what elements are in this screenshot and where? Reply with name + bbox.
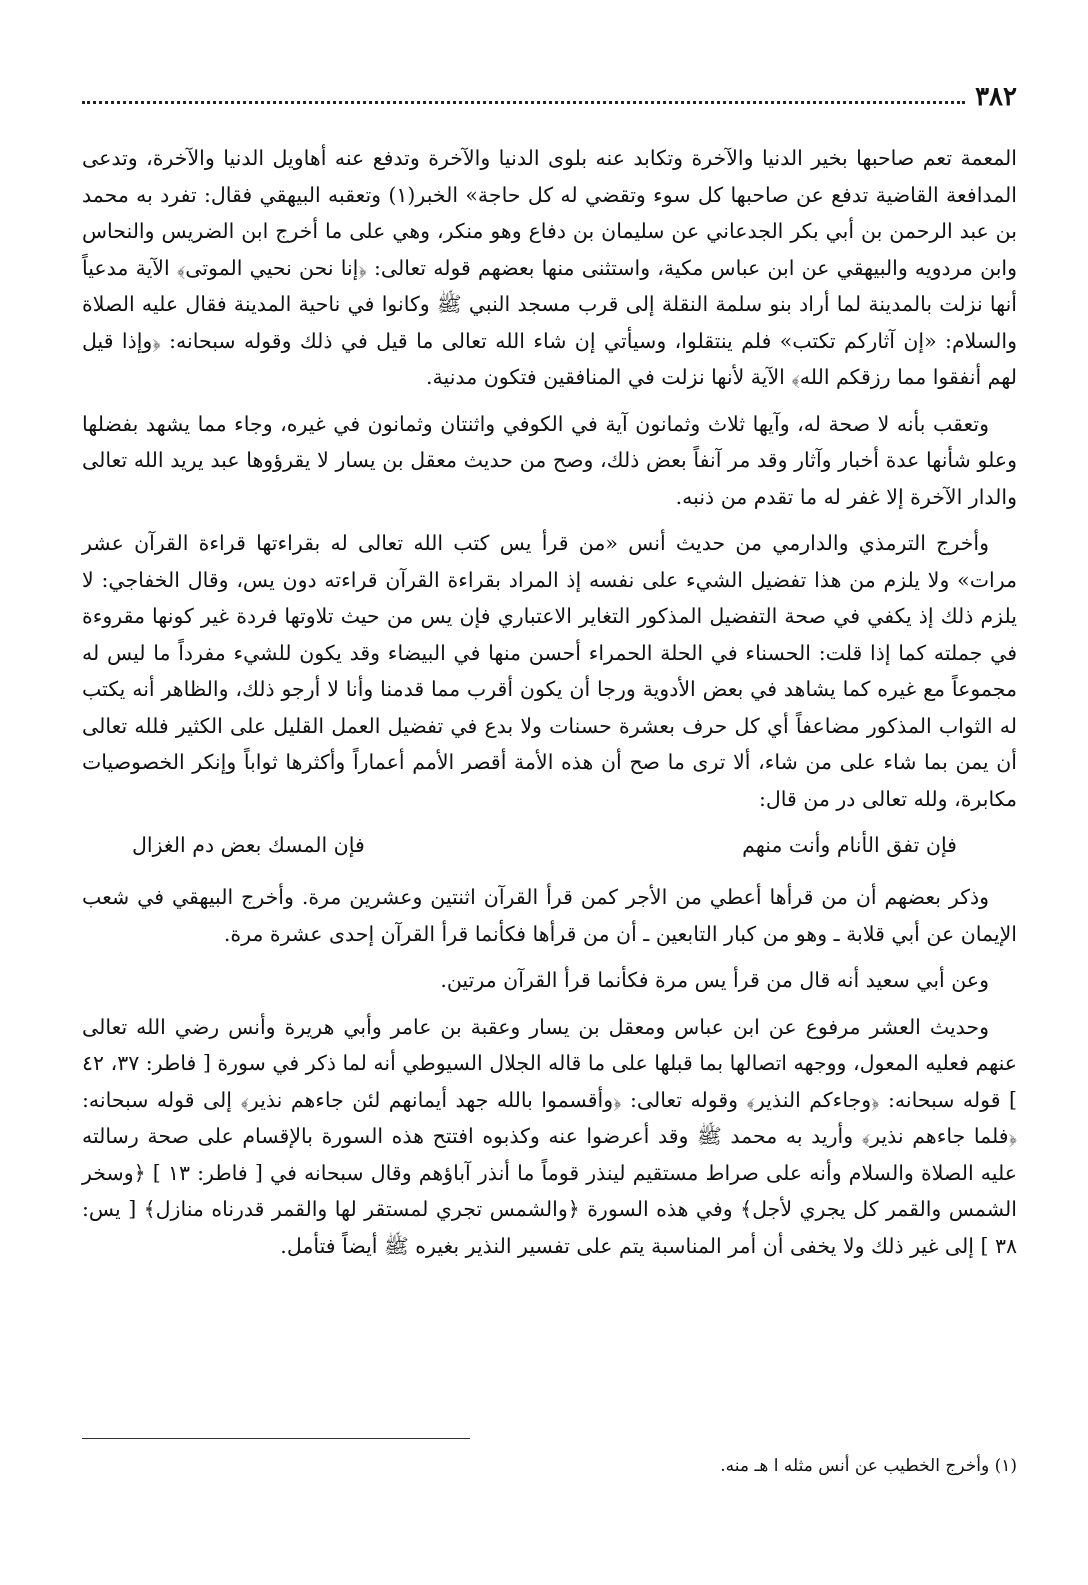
footnote-separator (82, 1438, 470, 1439)
footnote-number: (١) (994, 1456, 1017, 1476)
poetry-verse (132, 827, 957, 863)
paragraph: وذكر بعضهم أن من قرأها أعطي من الأجر كمن قرأ القرآن اثنتين وعشرين مرة. وأخرج البيهقي في شعب الإيمان عن أبي قلابة ـ وهو من كبار التابعين ـ أن من قرأها فكأنما قرأ القرآن إحدى عشرة مرة. (82, 885, 1017, 946)
verse-second-hemistich: فإن المسك بعض دم الغزال (132, 833, 365, 857)
page-number: ٣٨٢ (975, 82, 1017, 112)
paragraph: وأخرج الترمذي والدارمي من حديث أنس «من قرأ يس كتب الله تعالى له بقراءتها قراءة القرآن عشر مرات» ولا يلزم من هذا تفضيل الشيء على نفسه إذ المراد بقراءة القرآن قراءته دون يس، وقال الخفاجي: لا يلزم ذلك إذ يكفي في صحة التفضيل المذكور التغاير الاعتباري فإن يس من حيث تلاوتها فردة غير كونها مقروءة في جملته كما إذا قلت: الحسناء في الحلة الحمراء أحسن منها في البيضاء وقد يكون للشيء مفرداً ما ليس له مجموعاً مع غيره كما يشاهد في بعض الأدوية ورجا أن يكون أقرب مما قدمنا وأنا لا أرجو ذلك، والظاهر أنه يكتب له الثواب المذكور مضاعفاً أي كل حرف بعشرة حسنات ولا بدع في تفضيل العمل القليل على الكثير فلله تعالى أن يمن بما شاء على من شاء، ألا ترى ما صح أن هذه الأمة أقصر الأمم أعماراً وأكثرها ثواباً وإنكر الخصوصيات مكابرة، ولله تعالى در من قال: (82, 531, 1017, 811)
header-dotted-rule (82, 101, 965, 104)
paragraph: المعمة تعم صاحبها بخير الدنيا والآخرة وتكابد عنه بلوى الدنيا والآخرة وتدفع عنه أهاويل الدنيا والآخرة، وتدعى المدافعة القاضية تدفع عن صاحبها كل سوء وتقضي له كل حاجة» الخبر(١) وتعقبه البيهقي فقال: تفرد به محمد بن عبد الرحمن بن أبي بكر الجدعاني عن سليمان بن دفاع وهو منكر، وهي على ما أخرج ابن الضريس والنحاس وابن مردويه والبيهقي عن ابن عباس مكية، واستثنى منها بعضهم قوله تعالى: ﴿إنا نحن نحيي الموتى﴾ الآية مدعياً أنها نزلت بالمدينة لما أراد بنو سلمة النقلة إلى قرب مسجد النبي ﷺ وكانوا في ناحية المدينة فقال عليه الصلاة والسلام: «إن آثاركم تكتب» فلم ينتقلوا، وسيأتي إن شاء الله تعالى ما قيل في ذلك وقوله سبحانه: ﴿وإذا قيل لهم أنفقوا مما رزقكم الله﴾ الآية لأنها نزلت في المنافقين فتكون مدنية. (82, 146, 1017, 389)
paragraph: وحديث العشر مرفوع عن ابن عباس ومعقل بن يسار وعقبة بن عامر وأبي هريرة وأنس رضي الله تعالى عنهم فعليه المعول، ووجهه اتصالها بما قبلها على ما قاله الجلال السيوطي أنه لما ذكر في سورة [ فاطر: ٣٧، ٤٢ ] قوله سبحانه: ﴿وجاءكم النذير﴾ وقوله تعالى: ﴿وأقسموا بالله جهد أيمانهم لئن جاءهم نذير﴾ إلى قوله سبحانه: ﴿فلما جاءهم نذير﴾ وأريد به محمد ﷺ وقد أعرضوا عنه وكذبوه افتتح هذه السورة بالإقسام على صحة رسالته عليه الصلاة والسلام وأنه على صراط مستقيم لينذر قوماً ما أنذر آباؤهم وقال سبحانه في [ فاطر: ١٣ ] ﴿وسخر الشمس والقمر كل يجري لأجل﴾ وفي هذه السورة ﴿والشمس تجري لمستقر لها والقمر قدرناه منازل﴾ [ يس: ٣٨ ] إلى غير ذلك ولا يخفى أن أمر المناسبة يتم على تفسير النذير بغيره ﷺ أيضاً فتأمل. (82, 1014, 1017, 1258)
book-page (82, 0, 1017, 1585)
paragraph: وعن أبي سعيد أنه قال من قرأ يس مرة فكأنما قرأ القرآن مرتين. (440, 968, 989, 992)
verse-first-hemistich: فإن تفق الأنام وأنت منهم (742, 833, 957, 857)
footnote-text: وأخرج الخطيب عن أنس مثله ا هـ منه. (720, 1456, 990, 1476)
page-header (82, 72, 1017, 112)
paragraph: وتعقب بأنه لا صحة له، وآيها ثلاث وثمانون آية في الكوفي واثنتان وثمانون في غيره، وجاء مما يشهد بفضلها وعلو شأنها عدة أخبار وآثار وقد مر آنفاً بعض ذلك، وصح من حديث معقل بن يسار لا يقرؤوها عبد يريد الله تعالى والدار الآخرة إلا غفر له ما تقدم من ذنبه. (82, 411, 1017, 509)
main-text (82, 140, 1017, 1274)
footnote (82, 1452, 1017, 1480)
